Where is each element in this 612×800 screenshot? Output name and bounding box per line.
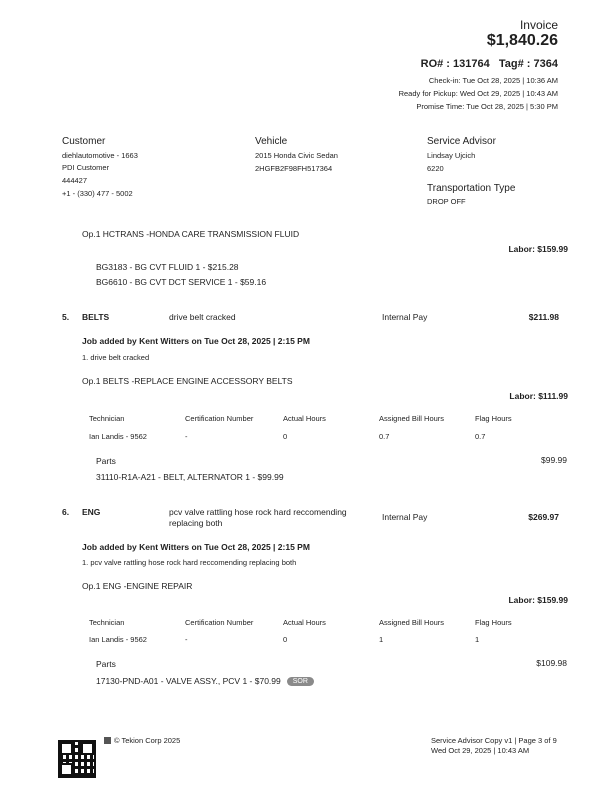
invoice-amount: $1,840.26 [486, 32, 558, 49]
cell-technician: Ian Landis - 9562 [89, 432, 147, 441]
part-line [96, 676, 314, 686]
checkin-time: Check-in: Tue Oct 28, 2025 | 10:36 AM [428, 76, 558, 85]
job-description: replacing both [169, 518, 223, 528]
advisor-title: Service Advisor [427, 136, 496, 147]
customer-line: PDI Customer [62, 163, 110, 172]
part-text: 17130-PND-A01 - VALVE ASSY., PCV 1 - $70.99 [96, 676, 281, 686]
advisor-info [427, 150, 475, 175]
col-header-certification: Certification Number [185, 618, 254, 627]
col-header-bill-hours: Assigned Bill Hours [379, 414, 445, 423]
col-header-technician: Technician [89, 618, 125, 627]
customer-info [62, 150, 138, 200]
advisor-id: 6220 [427, 164, 444, 173]
job-added-by: Job added by Kent Witters on Tue Oct 28, 2025 | 2:15 PM [82, 542, 310, 552]
job-concern: 1. drive belt cracked [82, 353, 150, 362]
op-title: Op.1 ENG -ENGINE REPAIR [82, 581, 193, 591]
copy-info: Service Advisor Copy v1 | Page 3 of 9 [431, 736, 557, 745]
vehicle-info [255, 150, 338, 175]
copyright [104, 736, 180, 745]
ro-tag-line: RO# : 131764 Tag# : 7364 [420, 58, 558, 70]
advisor-name: Lindsay Ujcich [427, 151, 476, 160]
copyright-text: © Tekion Corp 2025 [114, 736, 181, 745]
tekion-logo-icon [104, 737, 111, 744]
op-title: Op.1 HCTRANS -HONDA CARE TRANSMISSION FLUID [82, 229, 300, 239]
vehicle-vin: 2HGFB2F98FH517364 [255, 164, 333, 173]
job-number: 5. [62, 312, 70, 322]
customer-line: 444427 [62, 176, 88, 185]
cell-actual-hours: 0 [283, 635, 288, 644]
part-line: BG6610 - BG CVT DCT SERVICE 1 - $59.16 [96, 277, 267, 287]
part-line: 31110-R1A-A21 - BELT, ALTERNATOR 1 - $99.99 [96, 472, 284, 482]
invoice-label: Invoice [519, 18, 558, 32]
job-description: pcv valve rattling hose rock hard reccomending [169, 507, 347, 517]
labor-amount: Labor: $111.99 [509, 391, 568, 401]
pickup-time: Ready for Pickup: Wed Oct 29, 2025 | 10:43 AM [398, 89, 558, 98]
col-header-actual-hours: Actual Hours [283, 414, 326, 423]
cell-flag-hours: 0.7 [475, 432, 486, 441]
op-title: Op.1 BELTS -REPLACE ENGINE ACCESSORY BELTS [82, 376, 293, 386]
cell-bill-hours: 1 [379, 635, 384, 644]
job-concern: 1. pcv valve rattling hose rock hard reccomending replacing both [82, 558, 297, 567]
job-code: ENG [82, 507, 101, 517]
pay-type: Internal Pay [382, 512, 428, 522]
labor-amount: Labor: $159.99 [508, 595, 568, 605]
transport-title: Transportation Type [427, 183, 516, 194]
col-header-technician: Technician [89, 414, 125, 423]
sor-badge: SOR [287, 677, 314, 686]
vehicle-title: Vehicle [255, 136, 288, 147]
col-header-flag-hours: Flag Hours [475, 414, 512, 423]
cell-flag-hours: 1 [475, 635, 480, 644]
parts-total: $109.98 [536, 658, 567, 668]
promise-time: Promise Time: Tue Oct 28, 2025 | 5:30 PM [416, 102, 558, 111]
cell-technician: Ian Landis - 9562 [89, 635, 147, 644]
parts-label: Parts [96, 456, 116, 466]
qr-finder [81, 742, 94, 755]
col-header-certification: Certification Number [185, 414, 254, 423]
job-code: BELTS [82, 312, 110, 322]
part-line: BG3183 - BG CVT FLUID 1 - $215.28 [96, 262, 239, 272]
parts-label: Parts [96, 659, 116, 669]
job-total: $211.98 [528, 312, 559, 322]
job-number: 6. [62, 507, 70, 517]
transport-type: DROP OFF [427, 197, 466, 206]
qr-finder [60, 763, 73, 776]
cell-certification: - [185, 432, 188, 441]
customer-title: Customer [62, 136, 106, 147]
customer-line: diehlautomotive - 1663 [62, 151, 138, 160]
parts-total: $99.99 [541, 455, 567, 465]
job-added-by: Job added by Kent Witters on Tue Oct 28, 2025 | 2:15 PM [82, 336, 310, 346]
vehicle-model: 2015 Honda Civic Sedan [255, 151, 338, 160]
qr-finder [60, 742, 73, 755]
qr-code-icon [58, 740, 96, 778]
cell-actual-hours: 0 [283, 432, 288, 441]
job-description: drive belt cracked [169, 312, 236, 322]
customer-phone: +1 - (330) 477 - 5002 [62, 189, 133, 198]
pay-type: Internal Pay [382, 312, 428, 322]
job-total: $269.97 [528, 512, 559, 522]
col-header-flag-hours: Flag Hours [475, 618, 512, 627]
cell-bill-hours: 0.7 [379, 432, 390, 441]
cell-certification: - [185, 635, 188, 644]
col-header-actual-hours: Actual Hours [283, 618, 326, 627]
col-header-bill-hours: Assigned Bill Hours [379, 618, 445, 627]
labor-amount: Labor: $159.99 [508, 244, 568, 254]
print-date: Wed Oct 29, 2025 | 10:43 AM [431, 746, 530, 755]
